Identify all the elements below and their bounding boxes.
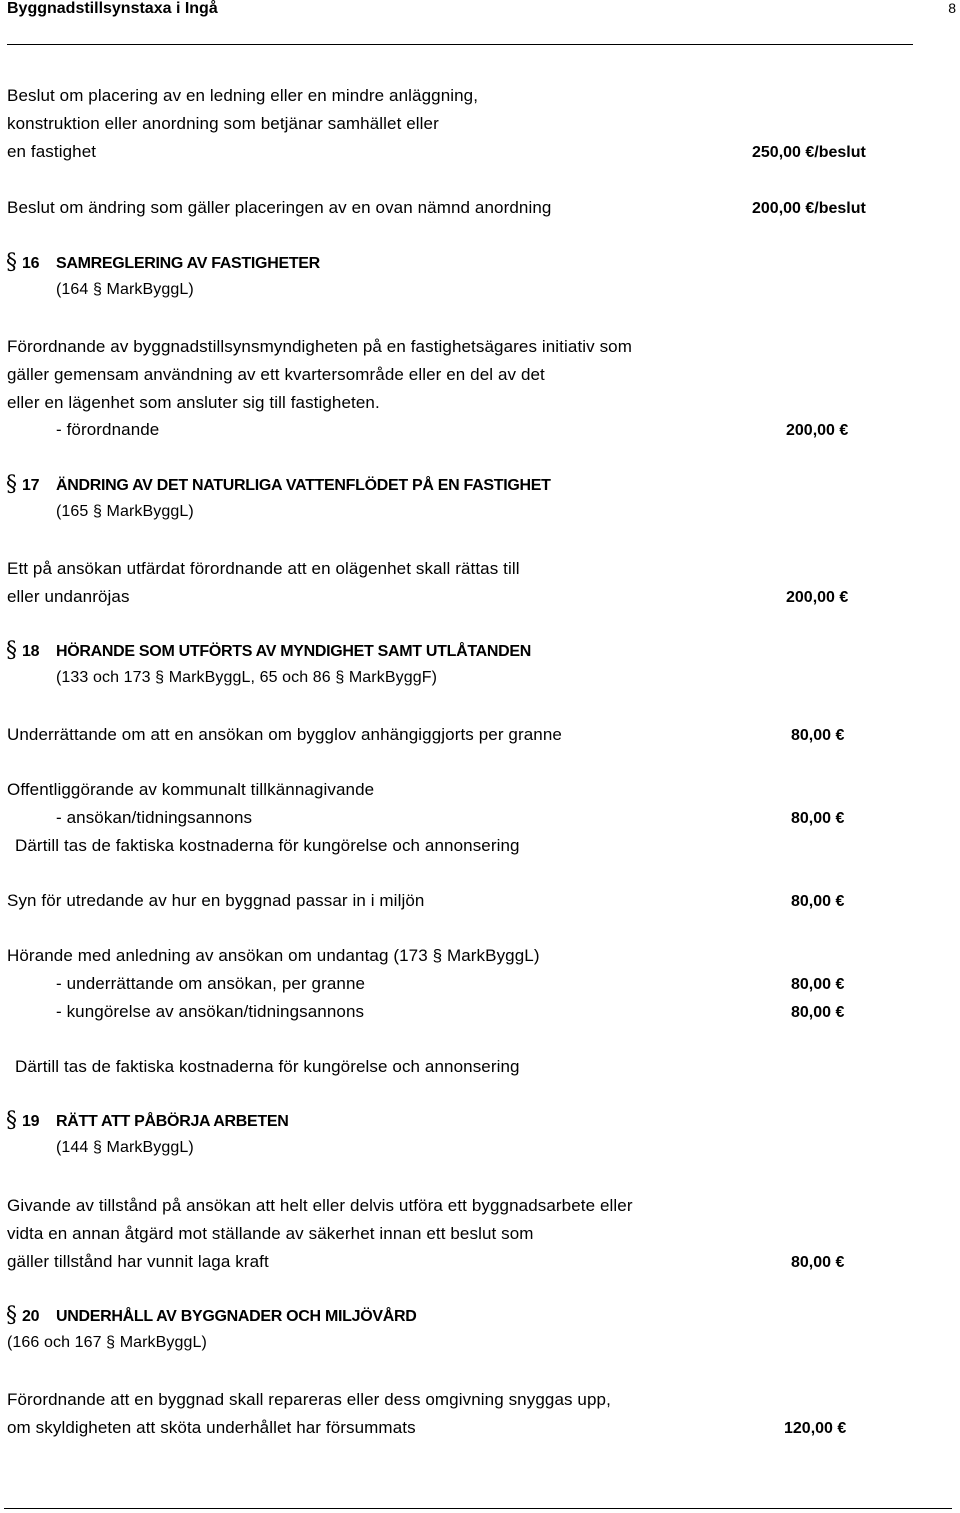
price-value: 80,00 € <box>791 1254 845 1271</box>
section-symbol: § <box>6 638 17 663</box>
section-reference: (166 och 167 § MarkByggL) <box>7 1334 207 1351</box>
fee-item: - förordnande <box>56 420 160 439</box>
section-reference: (133 och 173 § MarkByggL, 65 och 86 § MarkByggF) <box>56 669 438 686</box>
section-heading: ÄNDRING AV DET NATURLIGA VATTENFLÖDET PÅ EN FASTIGHET <box>56 477 551 494</box>
body-line: Därtill tas de faktiska kostnaderna för kungörelse och annonsering <box>15 1057 520 1076</box>
header-rule <box>7 44 913 45</box>
body-line: Offentliggörande av kommunalt tillkännagivande <box>7 780 375 799</box>
section-number: 16 <box>22 255 40 272</box>
section-number: 18 <box>22 643 40 660</box>
document-title: Byggnadstillsynstaxa i Ingå <box>7 0 218 17</box>
body-line: Givande av tillstånd på ansökan att helt eller delvis utföra ett byggnadsarbete eller <box>7 1196 633 1215</box>
body-line: Underrättande om att en ansökan om bygglov anhängiggjorts per granne <box>7 725 562 744</box>
body-line: Hörande med anledning av ansökan om undantag (173 § MarkByggL) <box>7 946 540 965</box>
body-line: Förordnande av byggnadstillsynsmyndigheten på en fastighetsägares initiativ som <box>7 337 632 356</box>
price-value: 80,00 € <box>791 976 845 993</box>
section-number: 19 <box>22 1113 40 1130</box>
section-symbol: § <box>6 250 17 275</box>
body-line: Syn för utredande av hur en byggnad passar in i miljön <box>7 891 425 910</box>
section-number: 20 <box>22 1308 40 1325</box>
section-reference: (165 § MarkByggL) <box>56 503 194 520</box>
section-symbol: § <box>6 472 17 497</box>
price-value: 80,00 € <box>791 893 845 910</box>
body-line: Ett på ansökan utfärdat förordnande att en olägenhet skall rättas till <box>7 559 520 578</box>
intro-line: en fastighet <box>7 142 97 161</box>
body-line: vidta en annan åtgärd mot ställande av säkerhet innan ett beslut som <box>7 1224 534 1243</box>
section-symbol: § <box>6 1108 17 1133</box>
section-heading: HÖRANDE SOM UTFÖRTS AV MYNDIGHET SAMT UTLÅTANDEN <box>56 643 532 660</box>
body-line: Därtill tas de faktiska kostnaderna för kungörelse och annonsering <box>15 836 520 855</box>
footer-rule <box>4 1508 952 1509</box>
body-line: eller undanröjas <box>7 587 130 606</box>
intro-line: Beslut om ändring som gäller placeringen av en ovan nämnd anordning <box>7 198 552 217</box>
price-value: 80,00 € <box>791 810 845 827</box>
fee-item: - kungörelse av ansökan/tidningsannons <box>56 1002 365 1021</box>
section-heading: RÄTT ATT PÅBÖRJA ARBETEN <box>56 1113 289 1130</box>
section-heading: UNDERHÅLL AV BYGGNADER OCH MILJÖVÅRD <box>56 1308 417 1325</box>
section-heading: SAMREGLERING AV FASTIGHETER <box>56 255 320 272</box>
body-line: gäller gemensam användning av ett kvartersområde eller en del av det <box>7 365 545 384</box>
page-number: 8 <box>948 0 956 16</box>
body-line: om skyldigheten att sköta underhållet har försummats <box>7 1418 416 1437</box>
body-line: eller en lägenhet som ansluter sig till fastigheten. <box>7 393 380 412</box>
price-value: 200,00 € <box>786 422 849 439</box>
fee-item: - ansökan/tidningsannons <box>56 808 253 827</box>
price-value: 120,00 € <box>784 1420 847 1437</box>
body-line: gäller tillstånd har vunnit laga kraft <box>7 1252 269 1271</box>
intro-line: Beslut om placering av en ledning eller en mindre anläggning, <box>7 86 479 105</box>
price-value: 250,00 €/beslut <box>752 144 866 161</box>
section-symbol: § <box>6 1303 17 1328</box>
price-value: 200,00 €/beslut <box>752 200 866 217</box>
intro-line: konstruktion eller anordning som betjänar samhället eller <box>7 114 439 133</box>
section-number: 17 <box>22 477 40 494</box>
fee-item: - underrättande om ansökan, per granne <box>56 974 366 993</box>
body-line: Förordnande att en byggnad skall repareras eller dess omgivning snyggas upp, <box>7 1390 611 1409</box>
price-value: 80,00 € <box>791 727 845 744</box>
section-reference: (164 § MarkByggL) <box>56 281 194 298</box>
section-reference: (144 § MarkByggL) <box>56 1139 194 1156</box>
price-value: 80,00 € <box>791 1004 845 1021</box>
price-value: 200,00 € <box>786 589 849 606</box>
